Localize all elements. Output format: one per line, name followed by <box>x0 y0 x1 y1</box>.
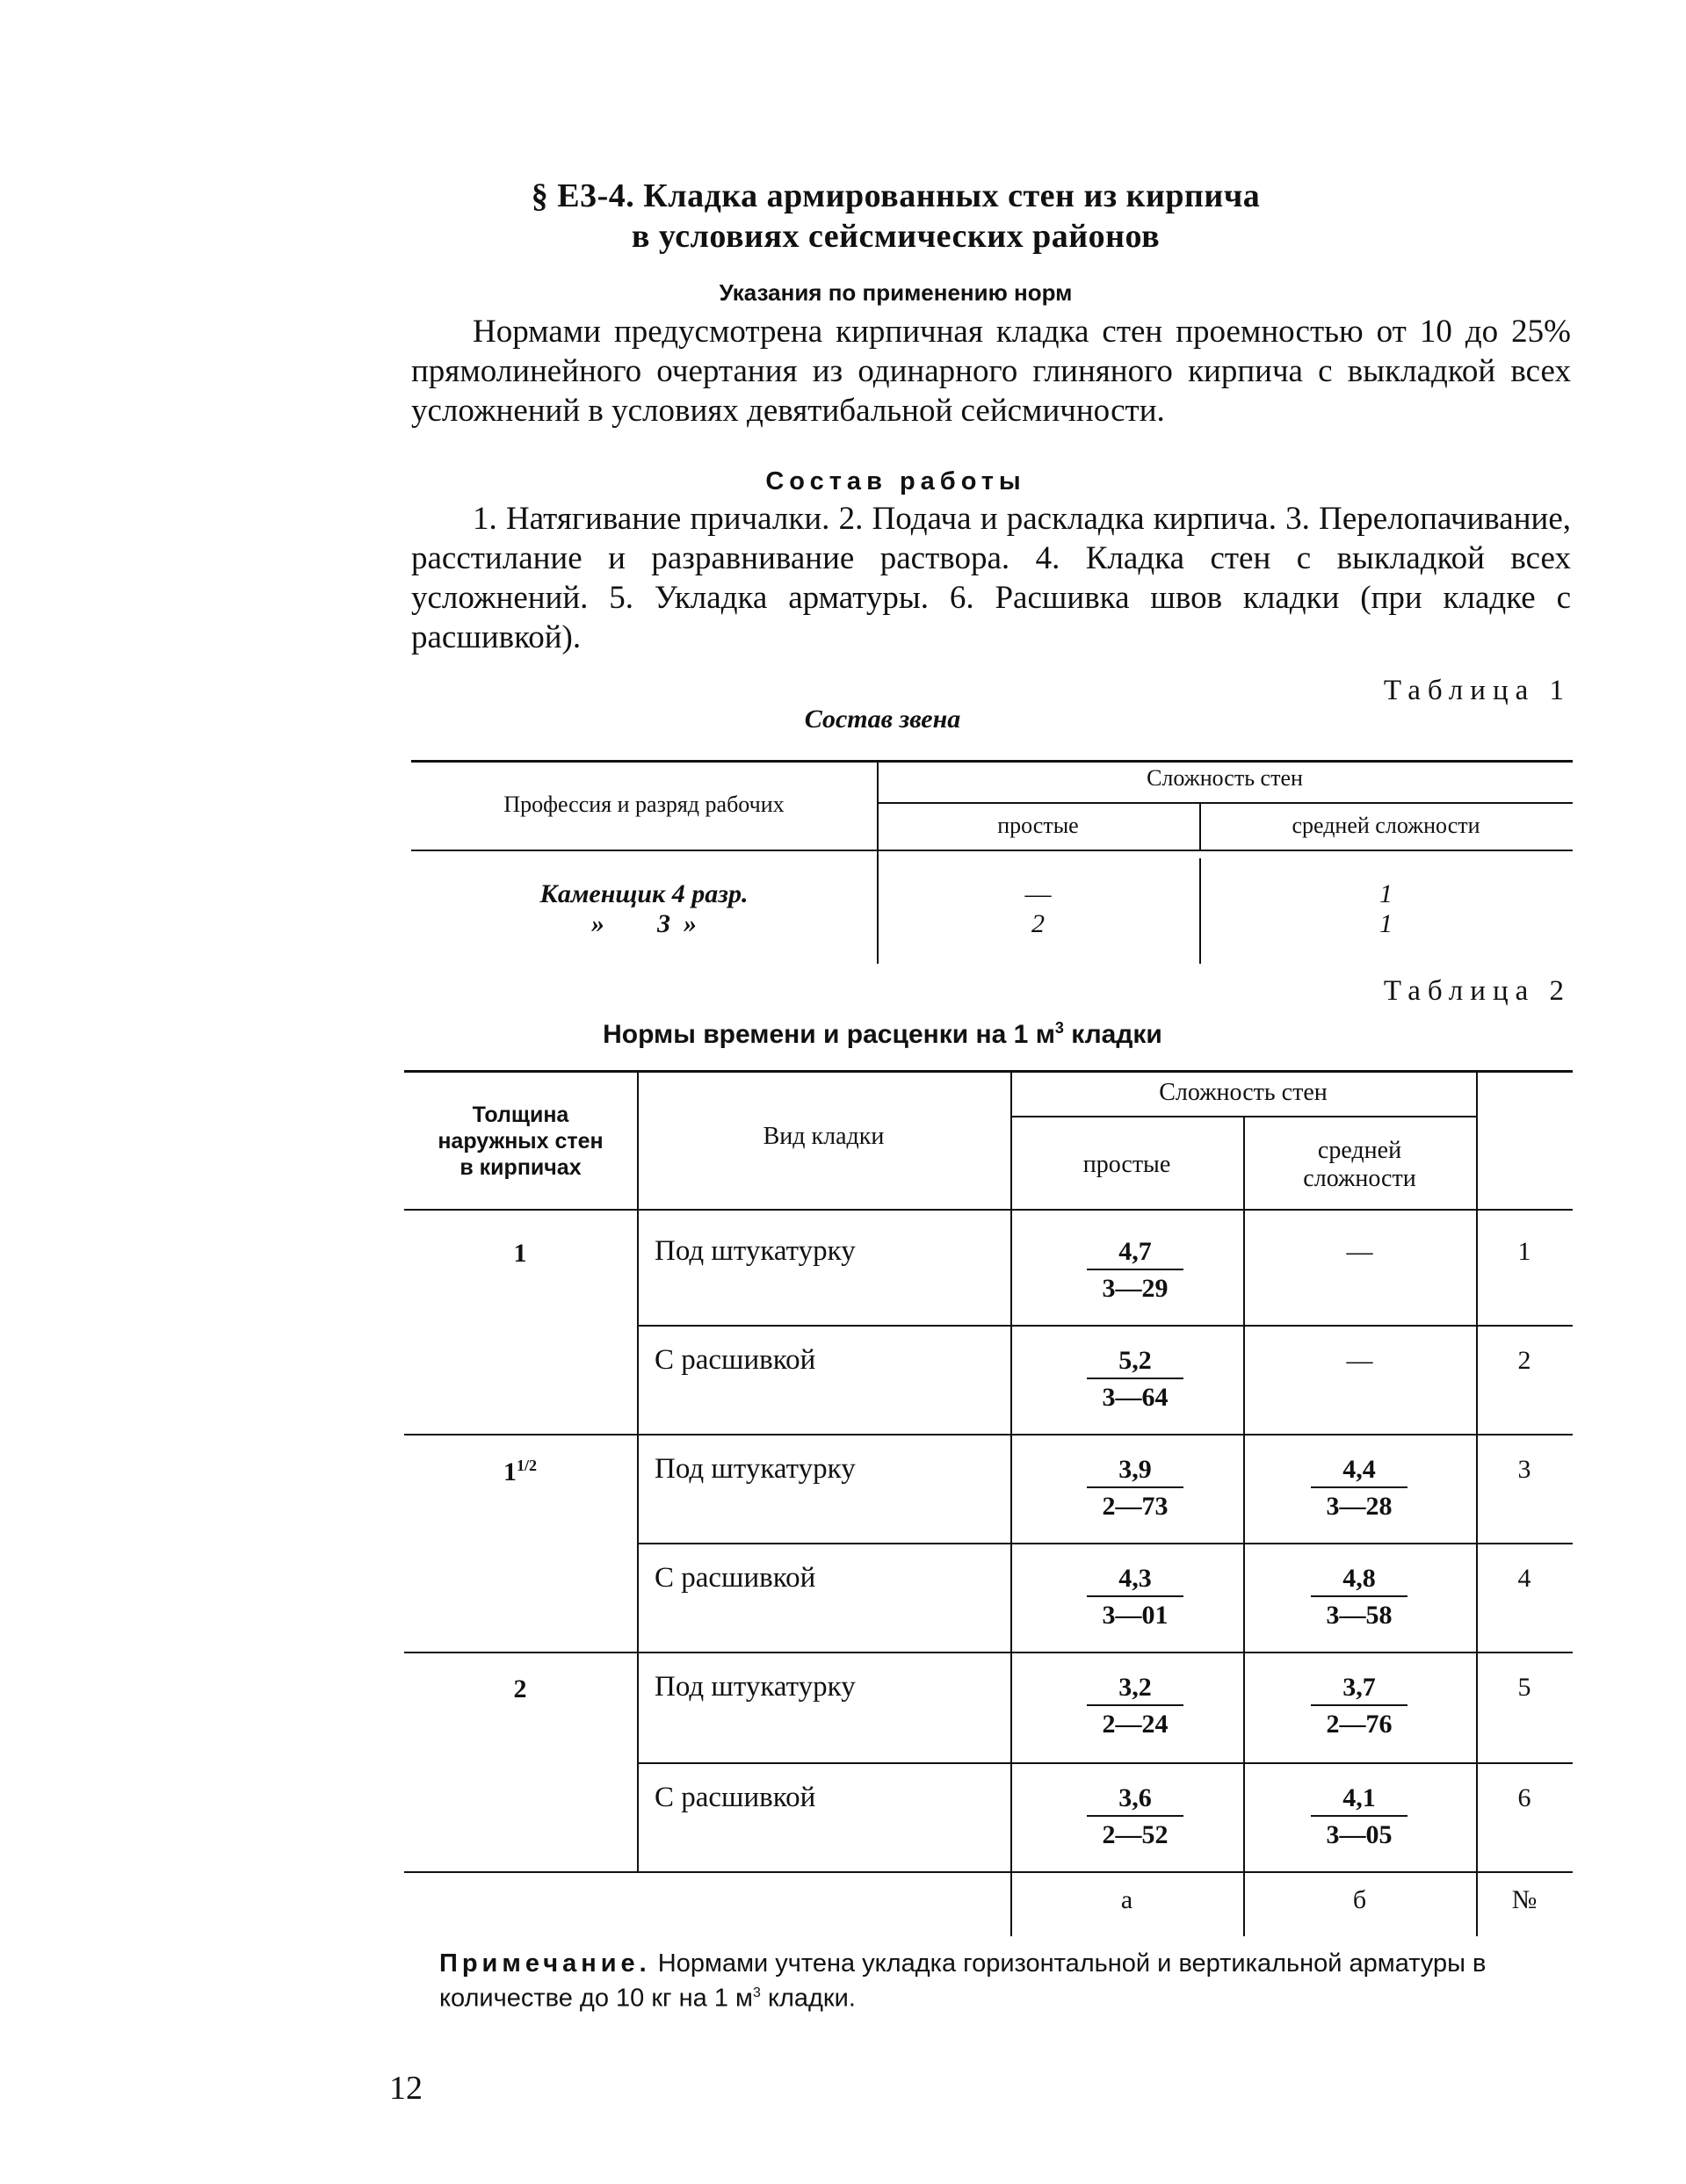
table2-rule-r5 <box>637 1762 1573 1764</box>
note-text: Нормами учтена укладка горизонтальной и вертикальной арматуры в количестве до 10 кг на 1 м <box>439 1949 1487 2013</box>
guidance-heading: Указания по применению норм <box>719 279 1073 306</box>
row4-medium-norm: 4,8 <box>1311 1564 1407 1597</box>
row1-simple-rate: 3—29 <box>1102 1274 1169 1303</box>
table2-row4-type: С расшивкой <box>655 1562 816 1594</box>
row6-medium-norm: 4,1 <box>1311 1783 1407 1817</box>
table2-row4-no: 4 <box>1517 1564 1531 1593</box>
page-number: 12 <box>389 2070 423 2107</box>
table1-rule-top <box>411 760 1573 763</box>
table2-row6-no: 6 <box>1517 1783 1531 1812</box>
work-text: 1. Натягивание причалки. 2. Подача и раскладка кирпича. 3. Перелопачивание, расстилание и разравнивание раствора. 4. Кладка стен с выкладкой всех усложнений. 5. Укладка арматуры. 6. Расшивка швов кладки (при кладке с расшивкой). <box>411 501 1571 655</box>
table1-row1-profession: Каменщик 4 разр. <box>539 879 749 908</box>
table2-caption-text: Нормы времени и расценки на 1 м <box>603 1020 1055 1049</box>
table-note <box>439 1949 1573 2014</box>
table2-col-complexity: Сложность стен <box>1159 1079 1328 1106</box>
table2-caption-end: кладки <box>1063 1020 1162 1049</box>
table2-col-simple: простые <box>1082 1151 1171 1178</box>
table2-vrule-thickness <box>637 1070 639 1871</box>
table1-row1-medium: 1 <box>1379 879 1393 908</box>
row4-simple-norm: 4,3 <box>1087 1564 1183 1597</box>
table2-row6-simple <box>1087 1783 1183 1850</box>
table2-row1-no: 1 <box>1517 1237 1531 1266</box>
table2-thickness-2 <box>485 1457 555 1487</box>
section-title <box>0 176 1686 257</box>
table2-col-type: Вид кладки <box>763 1123 885 1150</box>
row6-simple-norm: 3,6 <box>1087 1783 1183 1817</box>
table2-thickness-3 <box>485 1674 555 1704</box>
row5-medium-rate: 2—76 <box>1326 1710 1393 1739</box>
table1-rule-head <box>411 850 1573 851</box>
row4-simple-rate: 3—01 <box>1102 1601 1169 1630</box>
table2-rule-r1 <box>637 1325 1573 1327</box>
table2-caption-sup: 3 <box>1054 1019 1064 1037</box>
table2-rule-r4 <box>404 1652 1573 1653</box>
row5-simple-rate: 2—24 <box>1102 1710 1169 1739</box>
table2-row3-type: Под штукатурку <box>655 1453 856 1485</box>
row2-simple-norm: 5,2 <box>1087 1346 1183 1379</box>
row1-simple-norm: 4,7 <box>1087 1237 1183 1270</box>
guidance-paragraph <box>411 312 1571 430</box>
table2-row6-medium <box>1311 1783 1407 1850</box>
table2-row3-medium <box>1311 1455 1407 1522</box>
title-line-2: в условиях сейсмических районов <box>631 218 1161 255</box>
note-lead: Примечание. <box>439 1949 651 1978</box>
table1-col-profession: Профессия и разряд рабочих <box>503 792 785 817</box>
table2-vrule-medium <box>1476 1070 1478 1936</box>
table1-row2-profession: » 3 » <box>591 909 697 938</box>
row4-medium-rate: 3—58 <box>1326 1601 1393 1630</box>
note-end: кладки. <box>760 1984 856 2013</box>
table2-col-medium: средней сложности <box>1303 1137 1416 1192</box>
table1-row2-simple: 2 <box>1031 909 1045 938</box>
table2-caption <box>0 1019 1686 1050</box>
table2-label: Таблица 2 <box>1383 975 1571 1007</box>
table2-footer-no: № <box>1511 1885 1538 1914</box>
table1-row2-medium: 1 <box>1379 909 1393 938</box>
table1-rule-sub <box>877 802 1573 804</box>
table2-row1-simple <box>1087 1237 1183 1304</box>
table2-row5-type: Под штукатурку <box>655 1671 856 1703</box>
row6-medium-rate: 3—05 <box>1326 1820 1393 1849</box>
table2-thickness-1 <box>485 1239 555 1269</box>
table2-footer-b: б <box>1352 1885 1367 1914</box>
thickness-1-base: 1 <box>513 1239 527 1268</box>
work-paragraph <box>411 499 1571 657</box>
table2-row4-medium <box>1311 1564 1407 1631</box>
row2-simple-rate: 3—64 <box>1102 1383 1169 1412</box>
table2-row6-type: С расшивкой <box>655 1782 816 1813</box>
table1-col-medium: средней сложности <box>1292 813 1480 838</box>
row5-medium-norm: 3,7 <box>1311 1673 1407 1706</box>
title-line-1: § Е3-4. Кладка армированных стен из кирпича <box>531 177 1261 214</box>
table1-col-complexity: Сложность стен <box>1147 765 1303 791</box>
table2-rule-top <box>404 1070 1573 1073</box>
table2-row5-medium <box>1311 1673 1407 1739</box>
table2-row3-simple <box>1087 1455 1183 1522</box>
table2-rule-r6 <box>404 1871 1573 1873</box>
table2-footer-a: а <box>1120 1885 1133 1914</box>
table2-row5-simple <box>1087 1673 1183 1739</box>
table1-row1-simple: — <box>1024 879 1052 908</box>
row3-medium-rate: 3—28 <box>1326 1492 1393 1521</box>
table2-row2-type: С расшивкой <box>655 1344 816 1376</box>
row6-simple-rate: 2—52 <box>1102 1820 1169 1849</box>
row3-medium-norm: 4,4 <box>1311 1455 1407 1488</box>
thickness-2-base: 1 <box>503 1457 517 1486</box>
table2-row2-no: 2 <box>1517 1346 1531 1375</box>
note-sup: 3 <box>752 1985 761 2000</box>
work-heading: Состав работы <box>765 467 1026 495</box>
row3-simple-rate: 2—73 <box>1102 1492 1169 1521</box>
table2-row2-medium: — <box>1346 1346 1373 1375</box>
thickness-2-sup: 1/2 <box>516 1457 537 1474</box>
table2-row1-type: Под штукатурку <box>655 1235 856 1267</box>
row5-simple-norm: 3,2 <box>1087 1673 1183 1706</box>
table1-caption: Состав звена <box>804 705 961 734</box>
table1-col-simple: простые <box>997 813 1079 838</box>
table2-row1-medium: — <box>1346 1237 1373 1266</box>
table2-rule-r2 <box>404 1434 1573 1436</box>
table2-row3-no: 3 <box>1517 1455 1531 1484</box>
table1-label: Таблица 1 <box>1383 675 1571 706</box>
thickness-3-base: 2 <box>513 1674 527 1703</box>
table2-rule-r3 <box>637 1543 1573 1544</box>
guidance-text: Нормами предусмотрена кирпичная кладка стен проемностью от 10 до 25% прямолинейного очертания из одинарного глиняного кирпича с выкладкой всех усложнений в условиях девятибальной сейсмичности. <box>411 314 1571 429</box>
table2-row2-simple <box>1087 1346 1183 1413</box>
row3-simple-norm: 3,9 <box>1087 1455 1183 1488</box>
table2-row4-simple <box>1087 1564 1183 1631</box>
table2-row5-no: 5 <box>1517 1673 1531 1702</box>
table2-rule-head <box>404 1209 1573 1211</box>
table2-col-thickness: Толщина наружных стен в кирпичах <box>438 1103 604 1180</box>
table2-vrule-type <box>1010 1070 1012 1936</box>
